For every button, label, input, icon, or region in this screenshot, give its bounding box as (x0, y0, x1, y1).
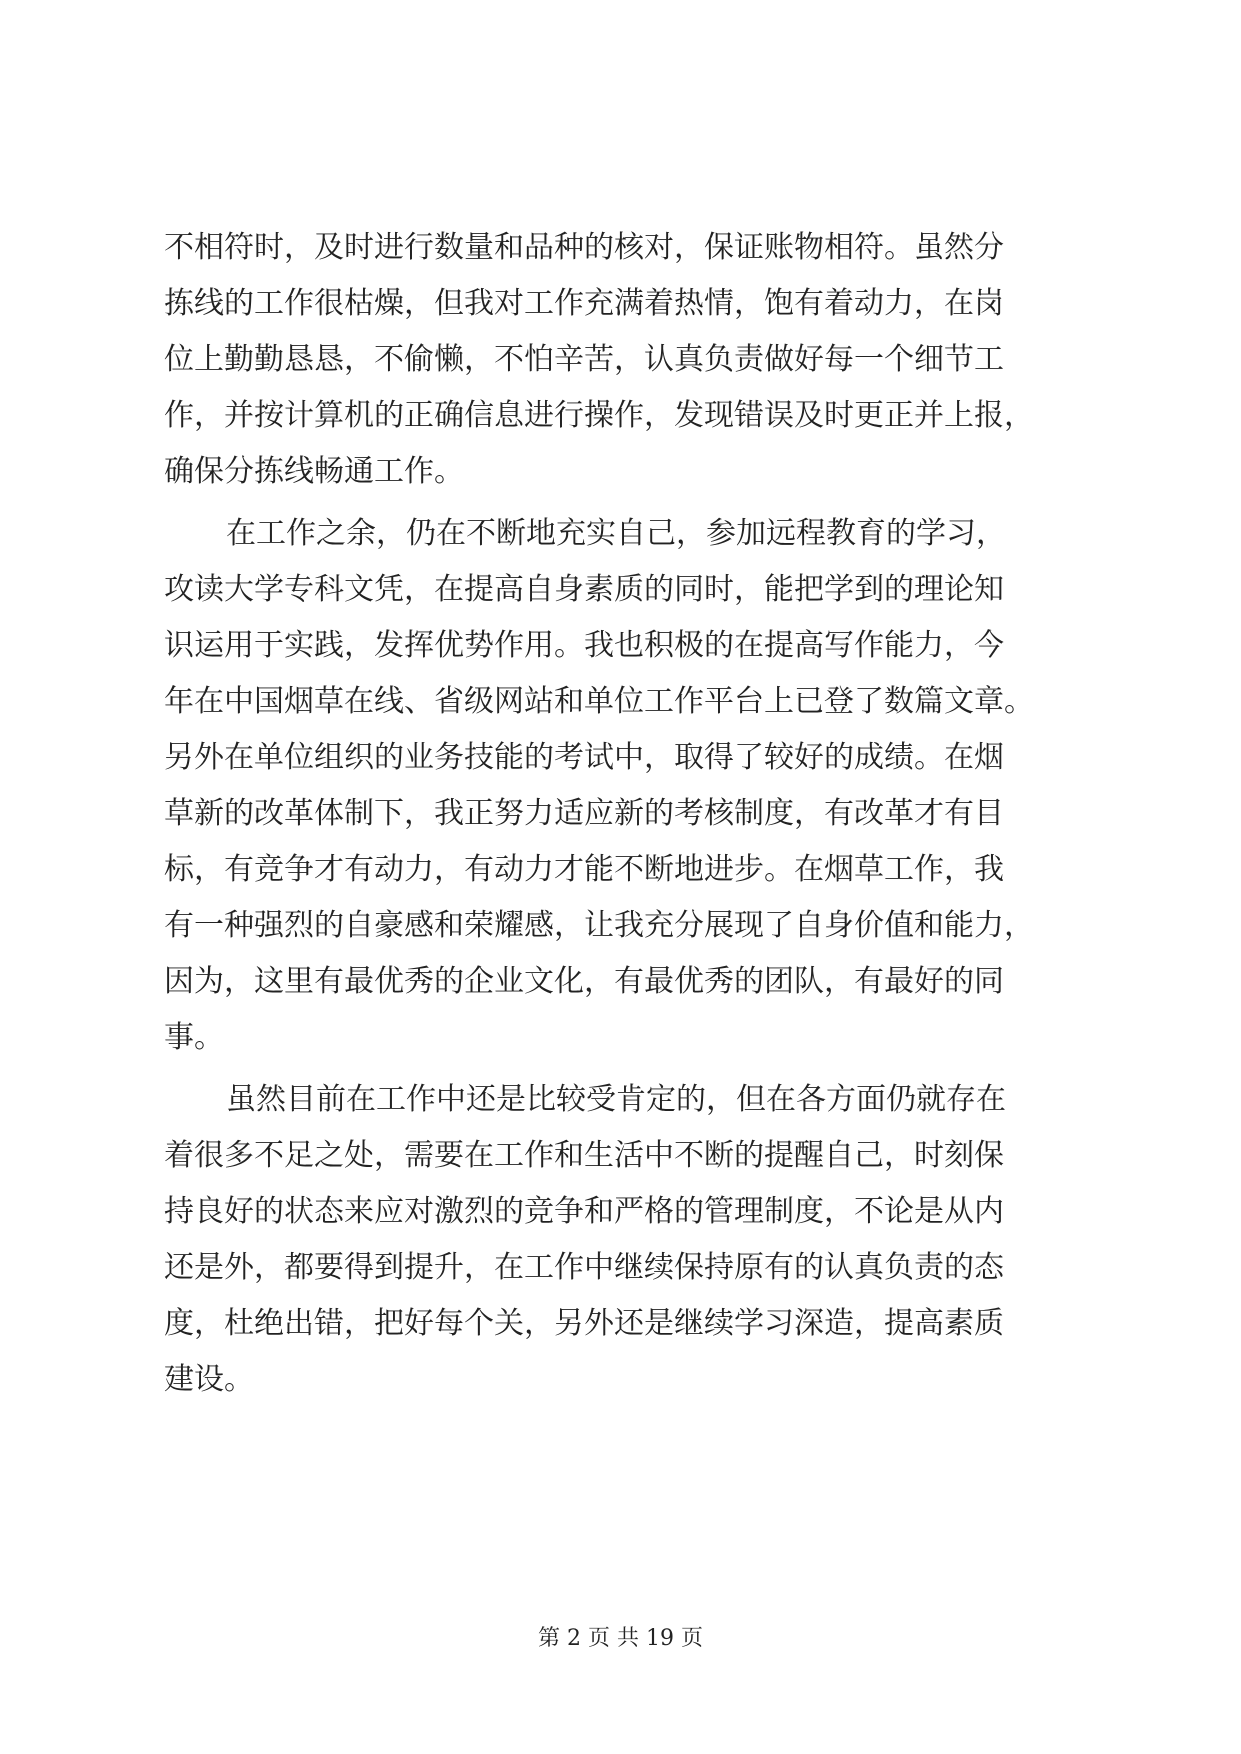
text-line: 另外在单位组织的业务技能的考试中，取得了较好的成绩。在烟 (164, 740, 1004, 775)
text-line: 位上勤勤恳恳，不偷懒，不怕辛苦，认真负责做好每一个细节工 (164, 342, 1004, 377)
text-line: 有一种强烈的自豪感和荣耀感，让我充分展现了自身价值和能力， (164, 908, 1034, 943)
text-line: 作，并按计算机的正确信息进行操作，发现错误及时更正并上报， (164, 398, 1034, 433)
text-line: 因为，这里有最优秀的企业文化，有最优秀的团队，有最好的同 (164, 964, 1004, 999)
page-number-footer: 第 2 页 共 19 页 (538, 1626, 703, 1651)
text-line: 年在中国烟草在线、省级网站和单位工作平台上已登了数篇文章。 (164, 684, 1034, 719)
text-line: 识运用于实践，发挥优势作用。我也积极的在提高写作能力，今 (164, 628, 1004, 663)
text-line: 确保分拣线畅通工作。 (164, 454, 464, 489)
text-line: 着很多不足之处，需要在工作和生活中不断的提醒自己，时刻保 (164, 1138, 1004, 1173)
text-line: 持良好的状态来应对激烈的竞争和严格的管理制度，不论是从内 (164, 1194, 1004, 1229)
text-line: 草新的改革体制下，我正努力适应新的考核制度，有改革才有目 (164, 796, 1004, 831)
text-line: 还是外，都要得到提升，在工作中继续保持原有的认真负责的态 (164, 1250, 1004, 1285)
text-line: 不相符时，及时进行数量和品种的核对，保证账物相符。虽然分 (164, 230, 1004, 265)
paragraph-first-line: 在工作之余，仍在不断地充实自己，参加远程教育的学习， (226, 516, 1006, 551)
text-line: 标，有竞争才有动力，有动力才能不断地进步。在烟草工作，我 (164, 852, 1004, 887)
text-line: 建设。 (164, 1362, 254, 1397)
text-line: 拣线的工作很枯燥，但我对工作充满着热情，饱有着动力，在岗 (164, 286, 1004, 321)
text-line: 度，杜绝出错，把好每个关，另外还是继续学习深造，提高素质 (164, 1306, 1004, 1341)
text-line: 事。 (164, 1020, 224, 1055)
text-line: 攻读大学专科文凭，在提高自身素质的同时，能把学到的理论知 (164, 572, 1004, 607)
paragraph-first-line: 虽然目前在工作中还是比较受肯定的，但在各方面仍就存在 (226, 1082, 1006, 1117)
